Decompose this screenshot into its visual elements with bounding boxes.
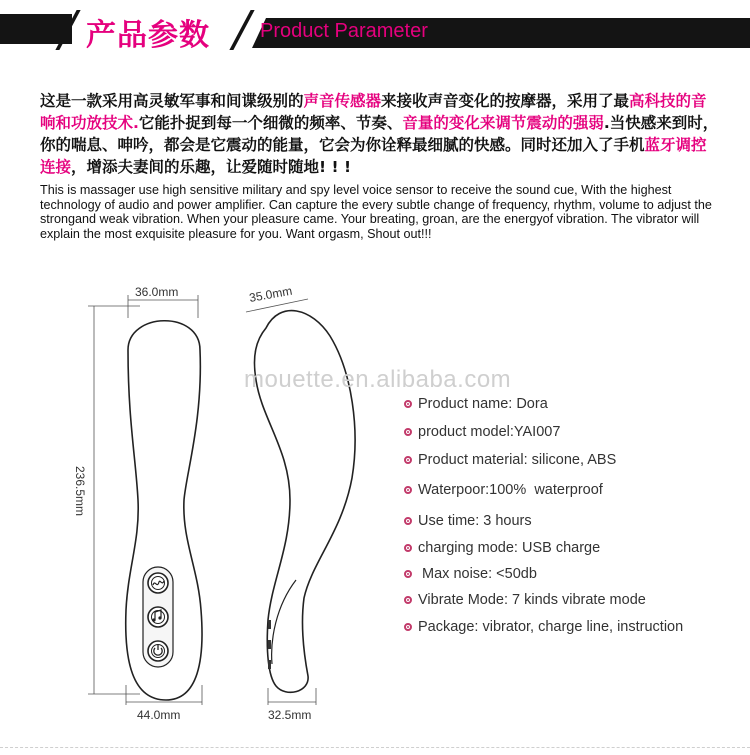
spec-text: Use time: 3 hours [418, 513, 532, 529]
description-highlight: 高科技的音响和功放技术. [40, 92, 707, 132]
description-highlight: 声音传感器 [303, 92, 382, 110]
power-icon [148, 641, 168, 661]
spec-item [404, 513, 532, 529]
spec-item [404, 566, 537, 582]
spec-text: Max noise: <50db [418, 566, 537, 582]
watermark: mouette.en.alibaba.com [244, 366, 512, 393]
dim-length: 236.5mm [73, 466, 87, 517]
spec-text: product model:YAI007 [418, 424, 561, 440]
spec-text: Product material: silicone, ABS [418, 452, 617, 468]
spec-item [404, 592, 646, 608]
bullet-icon [404, 596, 412, 604]
dim-side-top: 35.0mm [248, 283, 294, 305]
spec-item [404, 424, 560, 440]
description-text: ，增添夫妻间的乐趣，让爱随时随地! ! ! [71, 158, 352, 176]
description-highlight: 音量的变化来调节震动的强弱 [402, 114, 604, 132]
header-slash-decoration [229, 10, 254, 50]
bullet-icon [404, 428, 412, 436]
description-text: 这是一款采用高灵敏军事和间谍级别的 [40, 92, 304, 110]
description-chinese [40, 90, 720, 178]
bullet-icon [404, 486, 412, 494]
bullet-icon [404, 456, 412, 464]
spec-text: Waterpoor:100% waterproof [418, 482, 603, 498]
bullet-icon [404, 517, 412, 525]
side-button [268, 620, 271, 629]
description-text: .当快感来到时，你的喘息、呻吟，都会是它震动的能量，它会为你诠释最细腻的快感。同时还加入了手机 [40, 114, 719, 154]
side-button [268, 640, 271, 649]
header-title-en: Product Parameter [260, 20, 428, 42]
dim-front-top: 36.0mm [135, 285, 179, 299]
dim-front-bottom: 44.0mm [137, 708, 181, 722]
spec-text: Package: vibrator, charge line, instruction [418, 619, 684, 635]
header-title-cn: 产品参数 [86, 18, 210, 53]
side-view-panel-line [272, 580, 296, 664]
spec-text: charging mode: USB charge [418, 540, 601, 556]
description-text: 它能扑捉到每一个细微的频率、节奏、 [138, 114, 403, 132]
spec-item [404, 396, 548, 412]
music-note-icon [148, 607, 168, 627]
dim-side-bottom: 32.5mm [268, 708, 312, 722]
spec-item [404, 540, 600, 556]
bullet-icon [404, 570, 412, 578]
bottom-divider [0, 747, 750, 748]
product-dimension-diagram [0, 270, 740, 740]
spec-item [404, 482, 603, 498]
spec-item [404, 619, 683, 635]
description-text: 来接收声音变化的按摩器，采用了最 [381, 92, 630, 110]
spec-text: Vibrate Mode: 7 kinds vibrate mode [418, 592, 646, 608]
bullet-icon [404, 544, 412, 552]
description-english: This is massager use high sensitive military and spy level voice sensor to receive the sound cue, With the highest technology of audio and power amplifier. Can capture the every subtle change of frequency, rhythm, volume to adjust the strongand weak vibration. When your pleasure came. Your breating, groan, are the energyof vibration. The vibrator will explain the most exquisite pleasure for you. Want orgasm, Shout out!!! [40, 183, 712, 241]
spec-item [404, 452, 616, 468]
description-highlight: 蓝牙调控连接 [40, 136, 707, 176]
spec-text: Product name: Dora [418, 396, 548, 412]
sound-wave-icon [148, 573, 168, 593]
side-button [268, 660, 271, 669]
bullet-icon [404, 623, 412, 631]
bullet-icon [404, 400, 412, 408]
